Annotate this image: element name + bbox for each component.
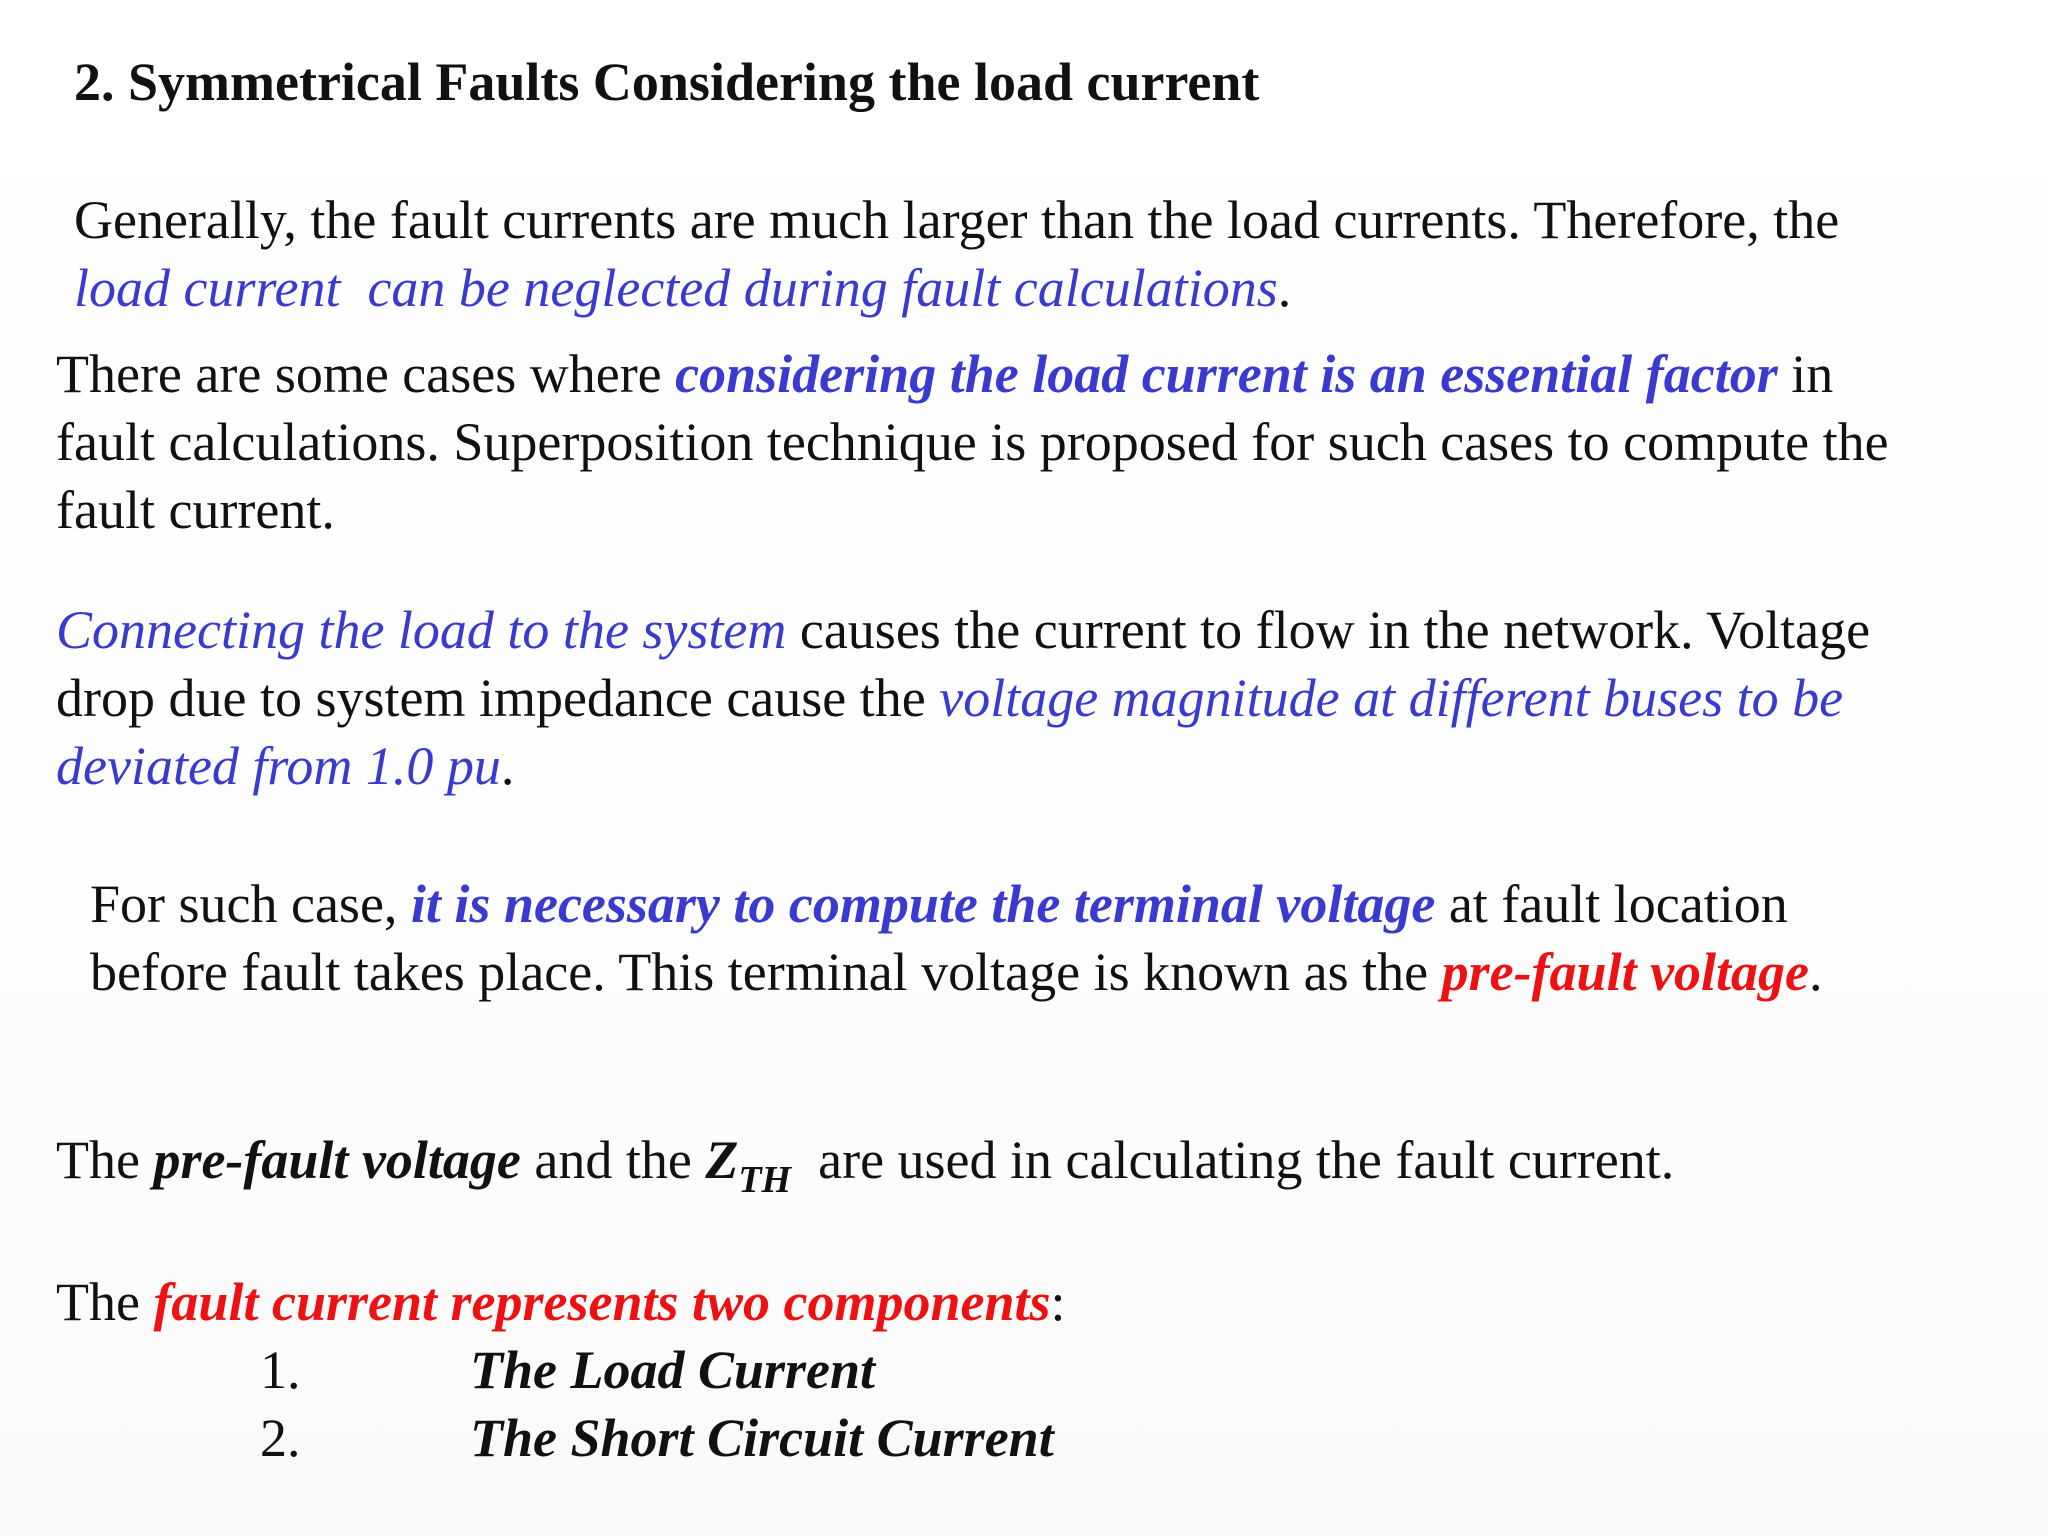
paragraph-3-line-1-end: causes the current to flow in the network. Voltage [786, 600, 1871, 660]
connecting-load-emphasis: Connecting the load to the system [56, 600, 787, 660]
paragraph-3-line-2-start: drop due to system impedance cause the [56, 668, 940, 728]
paragraph-2-line-3: fault current. [56, 480, 335, 540]
paragraph-1-line-2 [74, 254, 1839, 322]
paragraph-3 [56, 596, 1870, 800]
paragraph-5-start: The [56, 1130, 154, 1190]
z-th-subscript: TH [738, 1159, 792, 1201]
paragraph-2-line-1 [56, 340, 1889, 408]
essential-factor-emphasis: considering the load current is an essential factor [675, 344, 1778, 404]
paragraph-3-line-1 [56, 596, 1870, 664]
terminal-voltage-emphasis: it is necessary to compute the terminal voltage [410, 874, 1436, 934]
paragraph-5-end: are used in calculating the fault current. [791, 1130, 1675, 1190]
paragraph-4-line-2-start: before fault takes place. This terminal voltage is known as the [90, 942, 1442, 1002]
paragraph-4-line-2 [90, 938, 1823, 1006]
voltage-magnitude-emphasis: voltage magnitude at different buses to be [939, 668, 1844, 728]
paragraph-2-line-1-end: in [1777, 344, 1834, 404]
paragraph-1-line-1: Generally, the fault currents are much larger than the load currents. Therefore, the [74, 190, 1840, 250]
paragraph-6-start: The [56, 1272, 154, 1332]
list-item-number: 1. [260, 1340, 301, 1400]
paragraph-3-period: . [500, 736, 515, 796]
pre-fault-voltage-term: pre-fault voltage [153, 1130, 521, 1190]
pre-fault-voltage-emphasis: pre-fault voltage [1441, 942, 1810, 1002]
paragraph-4-period: . [1809, 942, 1823, 1002]
z-th-symbol: Z [705, 1130, 739, 1190]
paragraph-4 [90, 870, 1823, 1006]
list-item-text: The Load Current [470, 1340, 876, 1400]
load-current-neglected-emphasis: load current can be neglected during fault calculations [74, 258, 1278, 318]
paragraph-4-line-1-start: For such case, [90, 874, 411, 934]
paragraph-5-mid: and the [520, 1130, 706, 1190]
slide-title: 2. Symmetrical Faults Considering the load current [74, 52, 1260, 112]
list-item-number: 2. [260, 1408, 301, 1468]
paragraph-6 [56, 1268, 1066, 1336]
paragraph-1-period: . [1277, 258, 1292, 318]
paragraph-6-colon: : [1050, 1272, 1066, 1332]
paragraph-1 [74, 186, 1839, 322]
paragraph-4-line-1-end: at fault location [1435, 874, 1788, 934]
paragraph-5 [56, 1126, 1674, 1200]
list-item-text: The Short Circuit Current [470, 1408, 1054, 1468]
paragraph-2-line-1-start: There are some cases where [56, 344, 676, 404]
paragraph-3-line-2 [56, 664, 1870, 732]
deviated-emphasis: deviated from 1.0 pu [56, 736, 501, 796]
paragraph-2-line-2: fault calculations. Superposition technique is proposed for such cases to compute the [56, 412, 1889, 472]
paragraph-3-line-3 [56, 732, 1870, 800]
paragraph-4-line-1 [90, 870, 1823, 938]
fault-current-components-emphasis: fault current represents two components [153, 1272, 1051, 1332]
paragraph-2 [56, 340, 1889, 544]
